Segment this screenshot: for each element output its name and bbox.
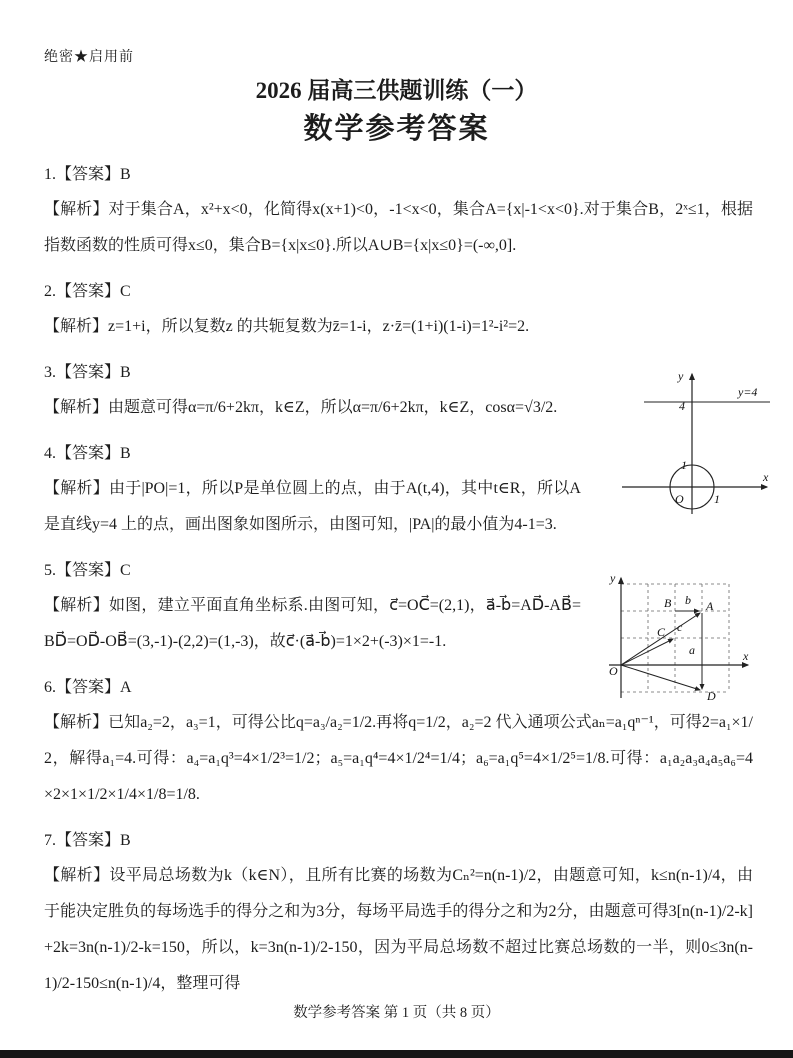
page-title: 数学参考答案 <box>303 113 490 145</box>
tick-1-y-label: 1 <box>681 458 687 472</box>
answer-line-4: 4.【答案】B <box>44 445 131 462</box>
answer-line-2: 2.【答案】C <box>44 283 131 300</box>
analysis-text-6: 【解析】已知a₂=2，a₃=1，可得公比q=a₃/a₂=1/2.再将q=1/2，a₂=2 代入通项公式aₙ=a₁qⁿ⁻¹，可得2=a₁×1/2，解得a₁=4.可得：a₄=a₁q³=4×1/2³=1/2；a₅=a₁q⁴=4×1/2⁴=1/4；a₆=a₁q⁵=4×1/2⁵=1/8.可得：a₁a₂a₃a₄a₅a₆=4×2×1×1/2×1/4×1/8=1/8. <box>44 714 753 803</box>
analysis-text-1: 【解析】对于集合A，x²+x<0，化简得x(x+1)<0，-1<x<0，集合A={x|-1<x<0}.对于集合B，2ˣ≤1，根据指数函数的性质可得x≤0，集合B={x|x≤0}.所以A∪B={x|x≤0}=(-∞,0]. <box>44 201 753 254</box>
analysis-text-3: 【解析】由题意可得α=π/6+2kπ，k∈Z，所以α=π/6+2kπ，k∈Z，cosα=√3/2. <box>44 399 558 416</box>
x-axis-label: x <box>743 649 749 663</box>
vector-grid-figure <box>603 570 755 704</box>
y-axis-label: y <box>678 369 684 383</box>
unit-circle-figure <box>612 366 777 518</box>
analysis-text-5: 【解析】如图，建立平面直角坐标系.由图可知，c⃗=OC⃗=(2,1)，a⃗-b⃗=AD⃗-AB⃗=BD⃗=OD⃗-OB⃗=(3,-1)-(2,2)=(1,-3)，故c⃗·(a⃗-b⃗)=1×2+(-3)×1=-1. <box>44 597 581 650</box>
analysis-text-7: 【解析】设平局总场数为k（k∈N），且所有比赛的场数为Cₙ²=n(n-1)/2，由题意可知，k≤n(n-1)/4，由于能决定胜负的每场选手的得分之和为3分，每场平局选手的得分之和为2分，由题意可得3[n(n-1)/2-k]+2k=3n(n-1)/2-k=150，所以，k=3n(n-1)/2-150，因为平局总场数不超过比赛总场数的一半，则0≤3n(n-1)/2-150≤n(n-1)/4，整理可得 <box>44 867 753 992</box>
origin-label: O <box>609 664 618 678</box>
point-a-label: A <box>706 599 714 613</box>
answer-line-6: 6.【答案】A <box>44 679 132 696</box>
line-label: y=4 <box>738 385 758 399</box>
point-d-label: D <box>707 689 716 703</box>
vector-a-label: a⃗ <box>689 643 705 657</box>
problem-2 <box>44 275 753 345</box>
tick-4-label: 4 <box>679 399 685 413</box>
analysis-text-2: 【解析】z=1+i，所以复数z 的共轭复数为z̄=1-i，z·z̄=(1+i)(1-i)=1²-i²=2. <box>44 318 530 335</box>
y-axis-label: y <box>610 571 616 585</box>
vector-c-label: c⃗ <box>677 620 692 634</box>
scan-edge-artifact <box>0 1050 793 1058</box>
x-axis-label: x <box>763 470 769 484</box>
answer-line-1: 1.【答案】B <box>44 166 131 183</box>
vector-oc <box>621 639 673 665</box>
point-c-label: C <box>657 625 666 639</box>
answer-line-7: 7.【答案】B <box>44 832 131 849</box>
problem-7 <box>44 824 753 1002</box>
tick-1-x-label: 1 <box>714 492 720 506</box>
page-footer: 数学参考答案 第 1 页（共 8 页） <box>293 1005 500 1021</box>
point-b-label: B <box>664 596 672 610</box>
problem-1 <box>44 158 753 264</box>
analysis-text-4: 【解析】由于|PO|=1，所以P是单位圆上的点，由于A(t,4)，其中t∈R，所以A是直线y=4 上的点，画出图象如图所示，由图可知，|PA|的最小值为4-1=3. <box>44 480 581 533</box>
answer-line-3: 3.【答案】B <box>44 364 131 381</box>
vector-b-label: b⃗ <box>685 593 701 607</box>
exam-title: 2026 届高三供题训练（一） <box>255 78 538 103</box>
origin-label: O <box>675 492 684 506</box>
answer-line-5: 5.【答案】C <box>44 562 131 579</box>
vector-od <box>621 665 700 690</box>
classification-label: 绝密★启用前 <box>44 50 134 65</box>
